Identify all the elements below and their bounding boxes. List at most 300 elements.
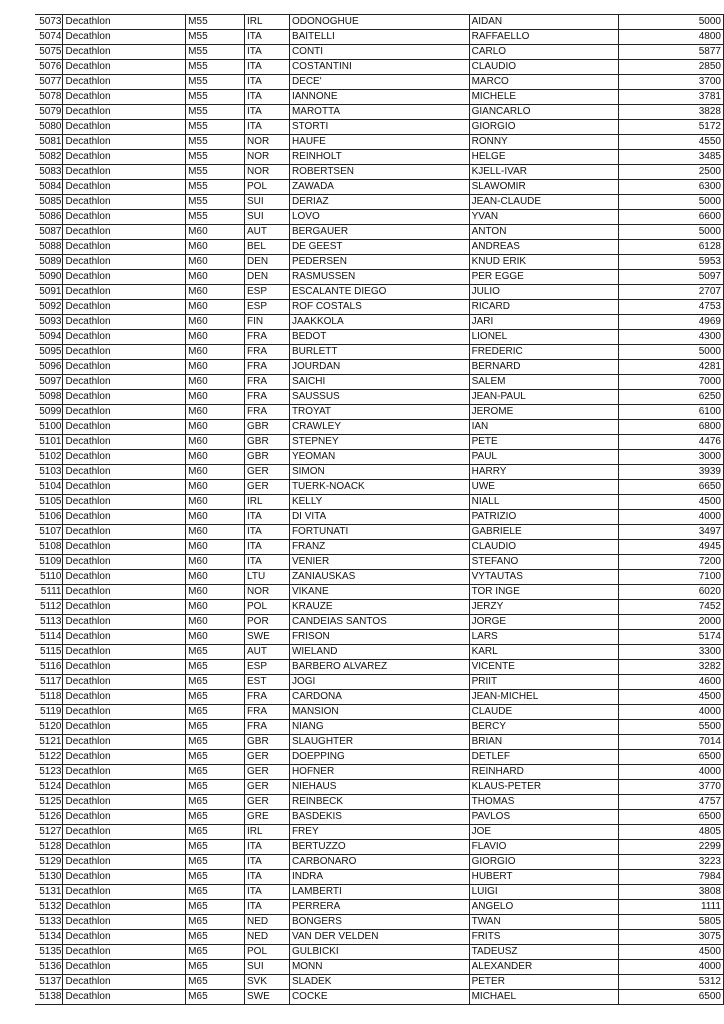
- first-name-cell: VYTAUTAS: [469, 570, 619, 585]
- score-cell: 3781: [619, 90, 724, 105]
- table-row: [35, 705, 724, 720]
- table-row: [35, 675, 724, 690]
- score-cell: 5877: [619, 45, 724, 60]
- first-name-cell: JEROME: [469, 405, 619, 420]
- score-cell: 2707: [619, 285, 724, 300]
- last-name-cell: ODONOGHUE: [289, 15, 469, 30]
- age-category-cell: M60: [186, 435, 245, 450]
- age-category-cell: M65: [186, 735, 245, 750]
- score-cell: 5000: [619, 15, 724, 30]
- event-cell: Decathlon: [63, 600, 186, 615]
- first-name-cell: BRIAN: [469, 735, 619, 750]
- entry-number-cell: 5138: [35, 990, 63, 1005]
- last-name-cell: ESCALANTE DIEGO: [289, 285, 469, 300]
- last-name-cell: DOEPPING: [289, 750, 469, 765]
- score-cell: 6500: [619, 990, 724, 1005]
- event-cell: Decathlon: [63, 795, 186, 810]
- country-cell: ITA: [245, 555, 290, 570]
- first-name-cell: TADEUSZ: [469, 945, 619, 960]
- score-cell: 3497: [619, 525, 724, 540]
- event-cell: Decathlon: [63, 510, 186, 525]
- country-cell: ITA: [245, 525, 290, 540]
- score-cell: 4805: [619, 825, 724, 840]
- age-category-cell: M65: [186, 930, 245, 945]
- score-cell: 4281: [619, 360, 724, 375]
- entry-number-cell: 5096: [35, 360, 63, 375]
- last-name-cell: BEDOT: [289, 330, 469, 345]
- entry-number-cell: 5108: [35, 540, 63, 555]
- country-cell: GER: [245, 480, 290, 495]
- age-category-cell: M55: [186, 30, 245, 45]
- entry-number-cell: 5083: [35, 165, 63, 180]
- table-row: [35, 930, 724, 945]
- score-cell: 7014: [619, 735, 724, 750]
- last-name-cell: CANDEIAS SANTOS: [289, 615, 469, 630]
- score-cell: 4969: [619, 315, 724, 330]
- country-cell: FRA: [245, 705, 290, 720]
- score-cell: 3300: [619, 645, 724, 660]
- entry-number-cell: 5114: [35, 630, 63, 645]
- age-category-cell: M60: [186, 570, 245, 585]
- entry-number-cell: 5073: [35, 15, 63, 30]
- last-name-cell: JAAKKOLA: [289, 315, 469, 330]
- country-cell: ITA: [245, 855, 290, 870]
- first-name-cell: JARI: [469, 315, 619, 330]
- table-row: [35, 660, 724, 675]
- country-cell: GBR: [245, 735, 290, 750]
- age-category-cell: M65: [186, 810, 245, 825]
- score-cell: 6600: [619, 210, 724, 225]
- last-name-cell: DI VITA: [289, 510, 469, 525]
- country-cell: SUI: [245, 960, 290, 975]
- entry-number-cell: 5079: [35, 105, 63, 120]
- event-cell: Decathlon: [63, 285, 186, 300]
- country-cell: ITA: [245, 870, 290, 885]
- event-cell: Decathlon: [63, 195, 186, 210]
- entry-number-cell: 5106: [35, 510, 63, 525]
- event-cell: Decathlon: [63, 450, 186, 465]
- first-name-cell: ANDREAS: [469, 240, 619, 255]
- country-cell: AUT: [245, 645, 290, 660]
- entry-number-cell: 5115: [35, 645, 63, 660]
- results-table: [35, 14, 724, 1005]
- last-name-cell: LAMBERTI: [289, 885, 469, 900]
- age-category-cell: M60: [186, 495, 245, 510]
- entry-number-cell: 5134: [35, 930, 63, 945]
- entry-number-cell: 5099: [35, 405, 63, 420]
- entry-number-cell: 5132: [35, 900, 63, 915]
- table-row: [35, 750, 724, 765]
- table-row: [35, 165, 724, 180]
- age-category-cell: M60: [186, 225, 245, 240]
- last-name-cell: HAUFE: [289, 135, 469, 150]
- score-cell: 4000: [619, 510, 724, 525]
- score-cell: 1111: [619, 900, 724, 915]
- entry-number-cell: 5084: [35, 180, 63, 195]
- first-name-cell: FRITS: [469, 930, 619, 945]
- table-row: [35, 735, 724, 750]
- age-category-cell: M60: [186, 285, 245, 300]
- age-category-cell: M60: [186, 270, 245, 285]
- age-category-cell: M60: [186, 450, 245, 465]
- table-row: [35, 495, 724, 510]
- first-name-cell: TWAN: [469, 915, 619, 930]
- score-cell: 6650: [619, 480, 724, 495]
- first-name-cell: RICARD: [469, 300, 619, 315]
- country-cell: EST: [245, 675, 290, 690]
- event-cell: Decathlon: [63, 855, 186, 870]
- last-name-cell: VIKANE: [289, 585, 469, 600]
- age-category-cell: M55: [186, 210, 245, 225]
- entry-number-cell: 5082: [35, 150, 63, 165]
- entry-number-cell: 5121: [35, 735, 63, 750]
- event-cell: Decathlon: [63, 870, 186, 885]
- event-cell: Decathlon: [63, 105, 186, 120]
- entry-number-cell: 5087: [35, 225, 63, 240]
- last-name-cell: REINHOLT: [289, 150, 469, 165]
- table-row: [35, 15, 724, 30]
- country-cell: POL: [245, 600, 290, 615]
- age-category-cell: M60: [186, 300, 245, 315]
- last-name-cell: REINBECK: [289, 795, 469, 810]
- score-cell: 3939: [619, 465, 724, 480]
- table-row: [35, 645, 724, 660]
- age-category-cell: M65: [186, 855, 245, 870]
- last-name-cell: BARBERO ALVAREZ: [289, 660, 469, 675]
- entry-number-cell: 5104: [35, 480, 63, 495]
- first-name-cell: PER EGGE: [469, 270, 619, 285]
- event-cell: Decathlon: [63, 75, 186, 90]
- score-cell: 4300: [619, 330, 724, 345]
- first-name-cell: STEFANO: [469, 555, 619, 570]
- first-name-cell: KLAUS-PETER: [469, 780, 619, 795]
- entry-number-cell: 5136: [35, 960, 63, 975]
- score-cell: 6020: [619, 585, 724, 600]
- country-cell: GER: [245, 795, 290, 810]
- country-cell: GER: [245, 765, 290, 780]
- table-row: [35, 270, 724, 285]
- country-cell: ITA: [245, 540, 290, 555]
- last-name-cell: DECE': [289, 75, 469, 90]
- age-category-cell: M60: [186, 615, 245, 630]
- score-cell: 3828: [619, 105, 724, 120]
- country-cell: IRL: [245, 825, 290, 840]
- event-cell: Decathlon: [63, 345, 186, 360]
- table-row: [35, 300, 724, 315]
- first-name-cell: AIDAN: [469, 15, 619, 30]
- table-row: [35, 975, 724, 990]
- score-cell: 3700: [619, 75, 724, 90]
- last-name-cell: MANSION: [289, 705, 469, 720]
- event-cell: Decathlon: [63, 120, 186, 135]
- entry-number-cell: 5117: [35, 675, 63, 690]
- score-cell: 6128: [619, 240, 724, 255]
- score-cell: 4000: [619, 765, 724, 780]
- age-category-cell: M65: [186, 780, 245, 795]
- score-cell: 5500: [619, 720, 724, 735]
- country-cell: SUI: [245, 195, 290, 210]
- country-cell: ITA: [245, 60, 290, 75]
- score-cell: 2299: [619, 840, 724, 855]
- entry-number-cell: 5118: [35, 690, 63, 705]
- table-row: [35, 960, 724, 975]
- first-name-cell: RONNY: [469, 135, 619, 150]
- country-cell: GER: [245, 780, 290, 795]
- age-category-cell: M65: [186, 690, 245, 705]
- event-cell: Decathlon: [63, 330, 186, 345]
- table-row: [35, 60, 724, 75]
- age-category-cell: M60: [186, 405, 245, 420]
- age-category-cell: M65: [186, 795, 245, 810]
- first-name-cell: LIONEL: [469, 330, 619, 345]
- first-name-cell: LARS: [469, 630, 619, 645]
- table-row: [35, 810, 724, 825]
- first-name-cell: JOE: [469, 825, 619, 840]
- first-name-cell: BERNARD: [469, 360, 619, 375]
- event-cell: Decathlon: [63, 645, 186, 660]
- entry-number-cell: 5076: [35, 60, 63, 75]
- score-cell: 7000: [619, 375, 724, 390]
- first-name-cell: PATRIZIO: [469, 510, 619, 525]
- table-row: [35, 780, 724, 795]
- score-cell: 5174: [619, 630, 724, 645]
- entry-number-cell: 5135: [35, 945, 63, 960]
- score-cell: 2500: [619, 165, 724, 180]
- score-cell: 6500: [619, 750, 724, 765]
- entry-number-cell: 5094: [35, 330, 63, 345]
- score-cell: 6300: [619, 180, 724, 195]
- country-cell: DEN: [245, 270, 290, 285]
- first-name-cell: THOMAS: [469, 795, 619, 810]
- last-name-cell: BURLETT: [289, 345, 469, 360]
- entry-number-cell: 5130: [35, 870, 63, 885]
- age-category-cell: M65: [186, 675, 245, 690]
- entry-number-cell: 5089: [35, 255, 63, 270]
- country-cell: FRA: [245, 390, 290, 405]
- country-cell: FRA: [245, 345, 290, 360]
- country-cell: FRA: [245, 690, 290, 705]
- country-cell: FIN: [245, 315, 290, 330]
- age-category-cell: M55: [186, 195, 245, 210]
- last-name-cell: KRAUZE: [289, 600, 469, 615]
- last-name-cell: CONTI: [289, 45, 469, 60]
- first-name-cell: JEAN-PAUL: [469, 390, 619, 405]
- score-cell: 4000: [619, 705, 724, 720]
- last-name-cell: HOFNER: [289, 765, 469, 780]
- age-category-cell: M60: [186, 375, 245, 390]
- entry-number-cell: 5105: [35, 495, 63, 510]
- first-name-cell: PAUL: [469, 450, 619, 465]
- score-cell: 4000: [619, 960, 724, 975]
- age-category-cell: M55: [186, 135, 245, 150]
- score-cell: 4500: [619, 690, 724, 705]
- event-cell: Decathlon: [63, 540, 186, 555]
- last-name-cell: VENIER: [289, 555, 469, 570]
- event-cell: Decathlon: [63, 270, 186, 285]
- age-category-cell: M60: [186, 345, 245, 360]
- first-name-cell: PETER: [469, 975, 619, 990]
- table-row: [35, 105, 724, 120]
- event-cell: Decathlon: [63, 660, 186, 675]
- first-name-cell: HELGE: [469, 150, 619, 165]
- event-cell: Decathlon: [63, 240, 186, 255]
- age-category-cell: M65: [186, 720, 245, 735]
- first-name-cell: PAVLOS: [469, 810, 619, 825]
- country-cell: GBR: [245, 420, 290, 435]
- first-name-cell: HARRY: [469, 465, 619, 480]
- table-row: [35, 840, 724, 855]
- last-name-cell: PERRERA: [289, 900, 469, 915]
- event-cell: Decathlon: [63, 90, 186, 105]
- age-category-cell: M60: [186, 360, 245, 375]
- country-cell: GER: [245, 465, 290, 480]
- first-name-cell: TOR INGE: [469, 585, 619, 600]
- event-cell: Decathlon: [63, 735, 186, 750]
- first-name-cell: JEAN-MICHEL: [469, 690, 619, 705]
- score-cell: 3485: [619, 150, 724, 165]
- event-cell: Decathlon: [63, 465, 186, 480]
- last-name-cell: FRISON: [289, 630, 469, 645]
- country-cell: ITA: [245, 900, 290, 915]
- table-row: [35, 885, 724, 900]
- last-name-cell: BAITELLI: [289, 30, 469, 45]
- age-category-cell: M65: [186, 990, 245, 1005]
- score-cell: 2850: [619, 60, 724, 75]
- table-row: [35, 135, 724, 150]
- score-cell: 3808: [619, 885, 724, 900]
- event-cell: Decathlon: [63, 480, 186, 495]
- last-name-cell: NIEHAUS: [289, 780, 469, 795]
- event-cell: Decathlon: [63, 975, 186, 990]
- entry-number-cell: 5088: [35, 240, 63, 255]
- entry-number-cell: 5077: [35, 75, 63, 90]
- age-category-cell: M65: [186, 900, 245, 915]
- table-row: [35, 150, 724, 165]
- score-cell: 4500: [619, 495, 724, 510]
- event-cell: Decathlon: [63, 720, 186, 735]
- results-table-body: [35, 15, 724, 1005]
- score-cell: 4753: [619, 300, 724, 315]
- event-cell: Decathlon: [63, 390, 186, 405]
- last-name-cell: SLADEK: [289, 975, 469, 990]
- event-cell: Decathlon: [63, 810, 186, 825]
- score-cell: 3770: [619, 780, 724, 795]
- age-category-cell: M55: [186, 45, 245, 60]
- country-cell: SVK: [245, 975, 290, 990]
- country-cell: SUI: [245, 210, 290, 225]
- last-name-cell: INDRA: [289, 870, 469, 885]
- first-name-cell: ANTON: [469, 225, 619, 240]
- country-cell: NOR: [245, 585, 290, 600]
- last-name-cell: NIANG: [289, 720, 469, 735]
- country-cell: GBR: [245, 450, 290, 465]
- country-cell: ITA: [245, 120, 290, 135]
- last-name-cell: JOGI: [289, 675, 469, 690]
- age-category-cell: M65: [186, 645, 245, 660]
- age-category-cell: M55: [186, 75, 245, 90]
- entry-number-cell: 5090: [35, 270, 63, 285]
- event-cell: Decathlon: [63, 945, 186, 960]
- country-cell: POL: [245, 180, 290, 195]
- first-name-cell: IAN: [469, 420, 619, 435]
- score-cell: 6100: [619, 405, 724, 420]
- entry-number-cell: 5133: [35, 915, 63, 930]
- first-name-cell: GABRIELE: [469, 525, 619, 540]
- event-cell: Decathlon: [63, 180, 186, 195]
- score-cell: 3000: [619, 450, 724, 465]
- event-cell: Decathlon: [63, 705, 186, 720]
- entry-number-cell: 5123: [35, 765, 63, 780]
- last-name-cell: YEOMAN: [289, 450, 469, 465]
- country-cell: FRA: [245, 405, 290, 420]
- last-name-cell: TROYAT: [289, 405, 469, 420]
- entry-number-cell: 5080: [35, 120, 63, 135]
- first-name-cell: RAFFAELLO: [469, 30, 619, 45]
- first-name-cell: JORGE: [469, 615, 619, 630]
- last-name-cell: RASMUSSEN: [289, 270, 469, 285]
- last-name-cell: ROF COSTALS: [289, 300, 469, 315]
- first-name-cell: LUIGI: [469, 885, 619, 900]
- first-name-cell: SALEM: [469, 375, 619, 390]
- results-sheet: [35, 14, 724, 1005]
- score-cell: 6250: [619, 390, 724, 405]
- table-row: [35, 30, 724, 45]
- last-name-cell: FRANZ: [289, 540, 469, 555]
- country-cell: GBR: [245, 435, 290, 450]
- first-name-cell: FLAVIO: [469, 840, 619, 855]
- age-category-cell: M65: [186, 885, 245, 900]
- score-cell: 3282: [619, 660, 724, 675]
- event-cell: Decathlon: [63, 210, 186, 225]
- first-name-cell: ALEXANDER: [469, 960, 619, 975]
- country-cell: NOR: [245, 165, 290, 180]
- table-row: [35, 555, 724, 570]
- table-row: [35, 390, 724, 405]
- table-row: [35, 720, 724, 735]
- table-row: [35, 630, 724, 645]
- last-name-cell: MAROTTA: [289, 105, 469, 120]
- country-cell: FRA: [245, 720, 290, 735]
- country-cell: ITA: [245, 840, 290, 855]
- event-cell: Decathlon: [63, 615, 186, 630]
- age-category-cell: M60: [186, 510, 245, 525]
- entry-number-cell: 5098: [35, 390, 63, 405]
- table-row: [35, 240, 724, 255]
- score-cell: 7100: [619, 570, 724, 585]
- event-cell: Decathlon: [63, 435, 186, 450]
- table-row: [35, 195, 724, 210]
- score-cell: 5953: [619, 255, 724, 270]
- score-cell: 5805: [619, 915, 724, 930]
- last-name-cell: IANNONE: [289, 90, 469, 105]
- table-row: [35, 945, 724, 960]
- event-cell: Decathlon: [63, 300, 186, 315]
- event-cell: Decathlon: [63, 690, 186, 705]
- table-row: [35, 225, 724, 240]
- age-category-cell: M65: [186, 960, 245, 975]
- age-category-cell: M55: [186, 15, 245, 30]
- first-name-cell: NIALL: [469, 495, 619, 510]
- event-cell: Decathlon: [63, 570, 186, 585]
- entry-number-cell: 5095: [35, 345, 63, 360]
- table-row: [35, 120, 724, 135]
- country-cell: ESP: [245, 300, 290, 315]
- table-row: [35, 435, 724, 450]
- event-cell: Decathlon: [63, 840, 186, 855]
- last-name-cell: ROBERTSEN: [289, 165, 469, 180]
- table-row: [35, 405, 724, 420]
- last-name-cell: SAUSSUS: [289, 390, 469, 405]
